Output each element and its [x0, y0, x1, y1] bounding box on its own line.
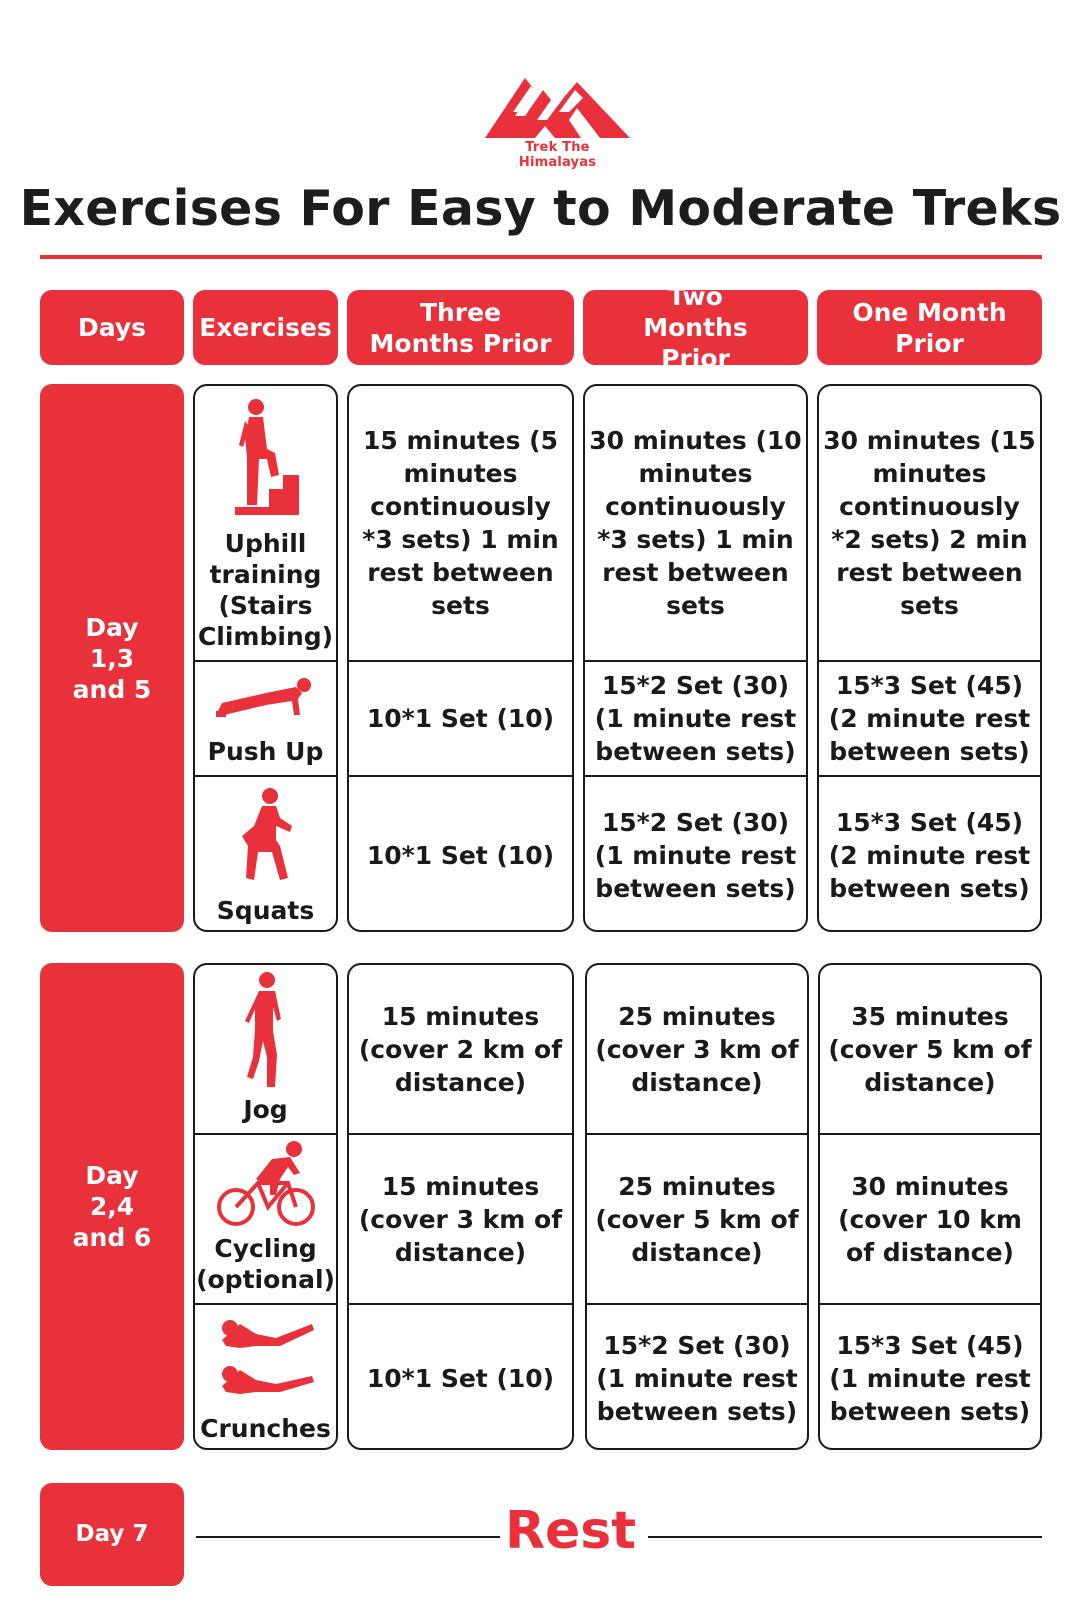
schedule-cell: 15*2 Set (30) (1 minute rest between sets) — [587, 1303, 807, 1450]
rest-divider-right — [648, 1536, 1042, 1538]
one-month-column-group-2 — [818, 963, 1042, 1450]
header-exercises: Exercises — [193, 290, 338, 365]
exercise-column-group-1 — [193, 384, 338, 932]
schedule-cell: 35 minutes (cover 5 km of distance) — [828, 1001, 1032, 1097]
mountain-logo-icon — [485, 68, 630, 140]
page-title: Exercises For Easy to Moderate Treks — [19, 180, 1062, 237]
exercise-cell — [195, 1303, 336, 1450]
schedule-cell: 25 minutes (cover 3 km of distance) — [595, 1001, 799, 1097]
schedule-cell: 15*2 Set (30) (1 minute rest between sets) — [585, 775, 806, 932]
day-group-1-3-5: Day 1,3 and 5 — [40, 384, 184, 932]
header-days: Days — [40, 290, 184, 365]
schedule-cell: 15*3 Set (45) (2 minute rest between sets) — [819, 660, 1040, 775]
schedule-cell: 15*2 Set (30) (1 minute rest between sets) — [585, 660, 806, 775]
rest-divider-left — [196, 1536, 500, 1538]
three-months-column-group-1 — [347, 384, 574, 932]
schedule-cell: 15 minutes (5 minutes continuously *3 sets) 1 min rest between sets — [362, 426, 559, 620]
header-two-months-prior: Two Months Prior — [583, 290, 808, 365]
cycling-icon — [216, 1139, 316, 1229]
brand-logo — [485, 68, 630, 170]
exercise-cell — [195, 1133, 336, 1303]
squat-icon — [236, 786, 296, 886]
schedule-cell: 25 minutes (cover 5 km of distance) — [587, 1133, 807, 1303]
jogging-icon — [241, 971, 291, 1089]
schedule-cell: 10*1 Set (10) — [349, 775, 572, 932]
push-up-icon — [216, 677, 316, 721]
schedule-cell: 30 minutes (cover 10 km of distance) — [820, 1133, 1040, 1303]
schedule-cell: 30 minutes (15 minutes continuously *2 sets) 2 min rest between sets — [823, 426, 1036, 620]
stair-climbing-icon — [231, 397, 301, 517]
exercise-label: Push Up — [207, 737, 324, 766]
exercise-cell — [195, 660, 336, 775]
schedule-cell: 15*3 Set (45) (2 minute rest between sets) — [819, 775, 1040, 932]
brand-name: Trek The Himalayas — [518, 140, 597, 170]
three-months-column-group-2 — [347, 963, 574, 1450]
exercise-cell — [195, 386, 336, 660]
schedule-cell: 15 minutes (cover 3 km of distance) — [349, 1133, 572, 1303]
schedule-cell: 15 minutes (cover 2 km of distance) — [358, 1001, 563, 1097]
exercise-cell — [195, 775, 336, 932]
two-months-column-group-1 — [583, 384, 808, 932]
header-one-month-prior: One Month Prior — [817, 290, 1042, 365]
schedule-cell: 30 minutes (10 minutes continuously *3 sets) 1 min rest between sets — [589, 426, 802, 620]
header-three-months-prior: Three Months Prior — [347, 290, 574, 365]
rest-label: Rest — [505, 1501, 637, 1561]
day-group-2-4-6: Day 2,4 and 6 — [40, 963, 184, 1450]
title-divider — [40, 255, 1042, 259]
schedule-cell: 15*3 Set (45) (1 minute rest between sets) — [820, 1303, 1040, 1450]
day-7-block: Day 7 — [40, 1483, 184, 1586]
schedule-cell: 10*1 Set (10) — [349, 1303, 572, 1450]
schedule-cell: 10*1 Set (10) — [349, 660, 572, 775]
one-month-column-group-1 — [817, 384, 1042, 932]
two-months-column-group-2 — [585, 963, 809, 1450]
exercise-column-group-2 — [193, 963, 338, 1450]
crunches-icon — [216, 1314, 316, 1404]
exercise-label: Uphill training (Stairs Climbing) — [197, 529, 334, 651]
exercise-label: Crunches — [200, 1414, 331, 1443]
exercise-label: Squats — [216, 896, 315, 925]
exercise-label: Jog — [243, 1095, 288, 1124]
exercise-label: Cycling (optional) — [196, 1234, 335, 1294]
exercise-cell — [195, 965, 336, 1133]
